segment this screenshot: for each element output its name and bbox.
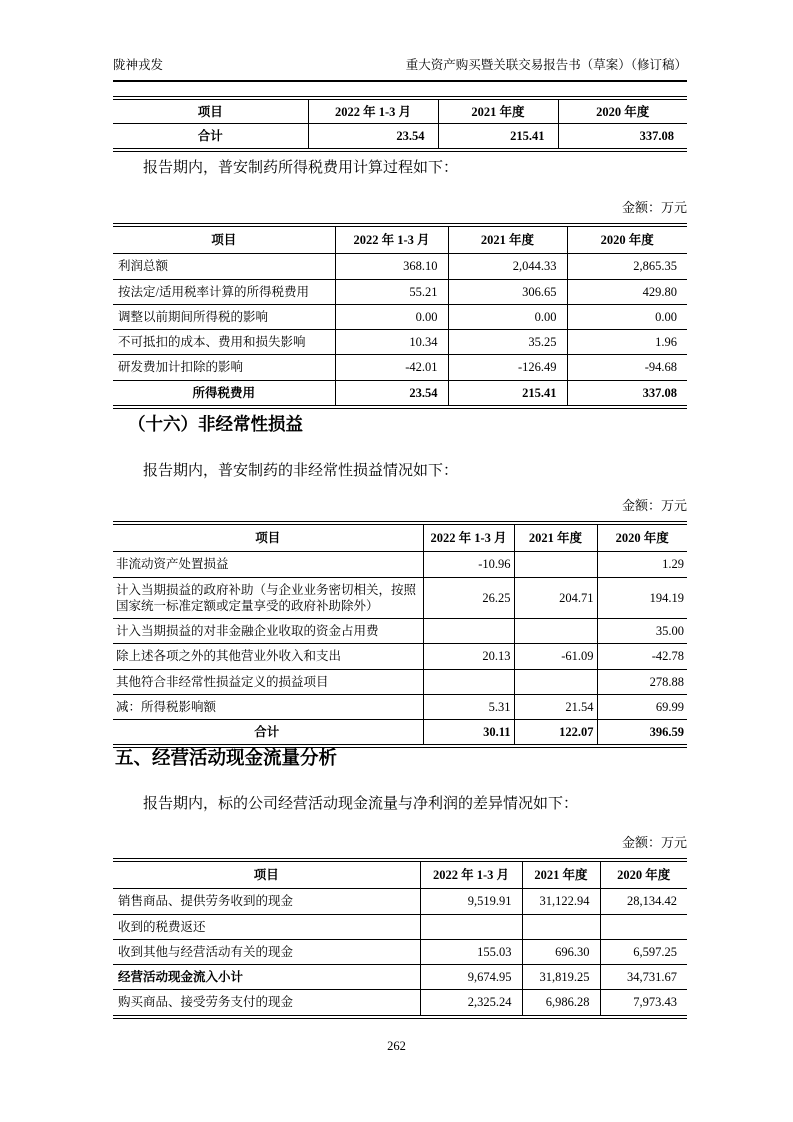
- row-label: 收到其他与经营活动有关的现金: [113, 939, 420, 964]
- cell-value: 0.00: [335, 304, 448, 329]
- column-header: 2020 年度: [558, 98, 687, 124]
- cell-value: 368.10: [335, 254, 448, 279]
- cell-value: 696.30: [522, 939, 600, 964]
- unit-label: 金额：万元: [621, 835, 687, 850]
- cell-value: 306.65: [448, 279, 567, 304]
- cell-value: 35.00: [597, 619, 687, 644]
- cell-value: -42.01: [335, 355, 448, 380]
- row-label: 不可抵扣的成本、费用和损失影响: [113, 330, 335, 355]
- cell-value: 2,325.24: [420, 990, 522, 1017]
- column-header: 2022 年 1-3 月: [423, 523, 514, 552]
- cell-value: 337.08: [558, 124, 687, 150]
- table-header-row: [113, 523, 687, 552]
- cell-value: 2,865.35: [567, 254, 687, 279]
- column-header: 项目: [113, 523, 423, 552]
- unit-label: 金额：万元: [621, 200, 687, 215]
- section-heading-16: （十六）非经常性损益: [128, 414, 303, 434]
- row-label: 调整以前期间所得税的影响: [113, 304, 335, 329]
- cell-value: 34,731.67: [600, 965, 687, 990]
- table-row: [113, 279, 687, 304]
- cell-value: -61.09: [514, 644, 597, 669]
- cell-value: 10.34: [335, 330, 448, 355]
- page-number: 262: [387, 1039, 406, 1053]
- cell-value: 278.88: [597, 669, 687, 694]
- table-row: [113, 889, 687, 914]
- column-header: 项目: [113, 98, 308, 124]
- cell-value: -42.78: [597, 644, 687, 669]
- cell-value: 2,044.33: [448, 254, 567, 279]
- cell-value: 31,122.94: [522, 889, 600, 914]
- table-row: [113, 355, 687, 380]
- table-row: [113, 669, 687, 694]
- cell-value: 28,134.42: [600, 889, 687, 914]
- cell-value: 21.54: [514, 694, 597, 719]
- intro-paragraph-tax: 报告期内，普安制药所得税费用计算过程如下：: [143, 160, 459, 176]
- cell-value: 155.03: [420, 939, 522, 964]
- cell-value: 5.31: [423, 694, 514, 719]
- cell-value: 215.41: [438, 124, 558, 150]
- row-label: 收到的税费返还: [113, 914, 420, 939]
- cell-value: [423, 619, 514, 644]
- column-header: 项目: [113, 225, 335, 254]
- row-label: 经营活动现金流入小计: [113, 965, 420, 990]
- row-label: 购买商品、接受劳务支付的现金: [113, 990, 420, 1017]
- unit-label: 金额：万元: [621, 498, 687, 513]
- column-header: 2021 年度: [522, 860, 600, 889]
- table-row: [113, 619, 687, 644]
- cell-value: 23.54: [308, 124, 438, 150]
- cell-value: 9,674.95: [420, 965, 522, 990]
- column-header: 2021 年度: [438, 98, 558, 124]
- column-header: 2021 年度: [448, 225, 567, 254]
- table-header-row: [113, 98, 687, 124]
- cell-value: 26.25: [423, 577, 514, 619]
- table-row: [113, 914, 687, 939]
- chapter-heading-5: 五、经营活动现金流量分析: [115, 747, 338, 768]
- row-label: 计入当期损益的对非金融企业收取的资金占用费: [113, 619, 423, 644]
- header-right-title: 重大资产购买暨关联交易报告书（草案）（修订稿）: [405, 58, 687, 72]
- row-label: 研发费加计扣除的影响: [113, 355, 335, 380]
- cell-value: 0.00: [448, 304, 567, 329]
- cell-value: 337.08: [567, 380, 687, 407]
- cell-value: 35.25: [448, 330, 567, 355]
- table-row: [113, 644, 687, 669]
- cell-value: 7,973.43: [600, 990, 687, 1017]
- column-header: 2022 年 1-3 月: [420, 860, 522, 889]
- table-header-row: [113, 225, 687, 254]
- cell-value: [420, 914, 522, 939]
- cell-value: [423, 669, 514, 694]
- row-label: 除上述各项之外的其他营业外收入和支出: [113, 644, 423, 669]
- table-row: [113, 254, 687, 279]
- column-header: 2020 年度: [567, 225, 687, 254]
- cell-value: [514, 669, 597, 694]
- cell-value: [514, 552, 597, 577]
- row-label: 计入当期损益的政府补助（与企业业务密切相关，按照国家统一标准定额或定量享受的政府补助除外）: [113, 577, 423, 619]
- row-label: 利润总额: [113, 254, 335, 279]
- table-row: [113, 720, 687, 747]
- row-label: 合计: [113, 124, 308, 150]
- cell-value: -126.49: [448, 355, 567, 380]
- non-recurring-table: [113, 521, 687, 748]
- column-header: 2022 年 1-3 月: [335, 225, 448, 254]
- summary-total-table: [113, 96, 687, 152]
- row-label: 其他符合非经常性损益定义的损益项目: [113, 669, 423, 694]
- table-row: [113, 380, 687, 407]
- row-label: 减：所得税影响额: [113, 694, 423, 719]
- cell-value: 122.07: [514, 720, 597, 747]
- table-row: [113, 965, 687, 990]
- income-tax-table: [113, 223, 687, 409]
- cell-value: 1.96: [567, 330, 687, 355]
- row-label: 所得税费用: [113, 380, 335, 407]
- column-header: 2020 年度: [597, 523, 687, 552]
- cell-value: -94.68: [567, 355, 687, 380]
- intro-paragraph-cashflow: 报告期内，标的公司经营活动现金流量与净利润的差异情况如下：: [143, 796, 579, 812]
- cell-value: 396.59: [597, 720, 687, 747]
- intro-paragraph-nonrecurring: 报告期内，普安制药的非经常性损益情况如下：: [143, 463, 459, 479]
- cell-value: 204.71: [514, 577, 597, 619]
- cell-value: 31,819.25: [522, 965, 600, 990]
- cell-value: 6,986.28: [522, 990, 600, 1017]
- cell-value: 20.13: [423, 644, 514, 669]
- cash-flow-table: [113, 858, 687, 1019]
- row-label: 销售商品、提供劳务收到的现金: [113, 889, 420, 914]
- header-left-title: 陇神戎发: [113, 58, 164, 72]
- cell-value: [522, 914, 600, 939]
- table-row: [113, 577, 687, 619]
- table-row: [113, 552, 687, 577]
- table-row: [113, 939, 687, 964]
- cell-value: 9,519.91: [420, 889, 522, 914]
- cell-value: -10.96: [423, 552, 514, 577]
- row-label: 按法定/适用税率计算的所得税费用: [113, 279, 335, 304]
- cell-value: 215.41: [448, 380, 567, 407]
- table-row: [113, 990, 687, 1017]
- cell-value: 23.54: [335, 380, 448, 407]
- column-header: 2022 年 1-3 月: [308, 98, 438, 124]
- cell-value: [600, 914, 687, 939]
- cell-value: 69.99: [597, 694, 687, 719]
- cell-value: 6,597.25: [600, 939, 687, 964]
- column-header: 项目: [113, 860, 420, 889]
- cell-value: 1.29: [597, 552, 687, 577]
- row-label: 合计: [113, 720, 423, 747]
- column-header: 2020 年度: [600, 860, 687, 889]
- cell-value: [514, 619, 597, 644]
- row-label: 非流动资产处置损益: [113, 552, 423, 577]
- table-row: [113, 304, 687, 329]
- cell-value: 0.00: [567, 304, 687, 329]
- cell-value: 194.19: [597, 577, 687, 619]
- cell-value: 30.11: [423, 720, 514, 747]
- table-header-row: [113, 860, 687, 889]
- cell-value: 55.21: [335, 279, 448, 304]
- table-row: [113, 694, 687, 719]
- cell-value: 429.80: [567, 279, 687, 304]
- column-header: 2021 年度: [514, 523, 597, 552]
- table-row: [113, 124, 687, 150]
- table-row: [113, 330, 687, 355]
- page-header: [113, 55, 687, 82]
